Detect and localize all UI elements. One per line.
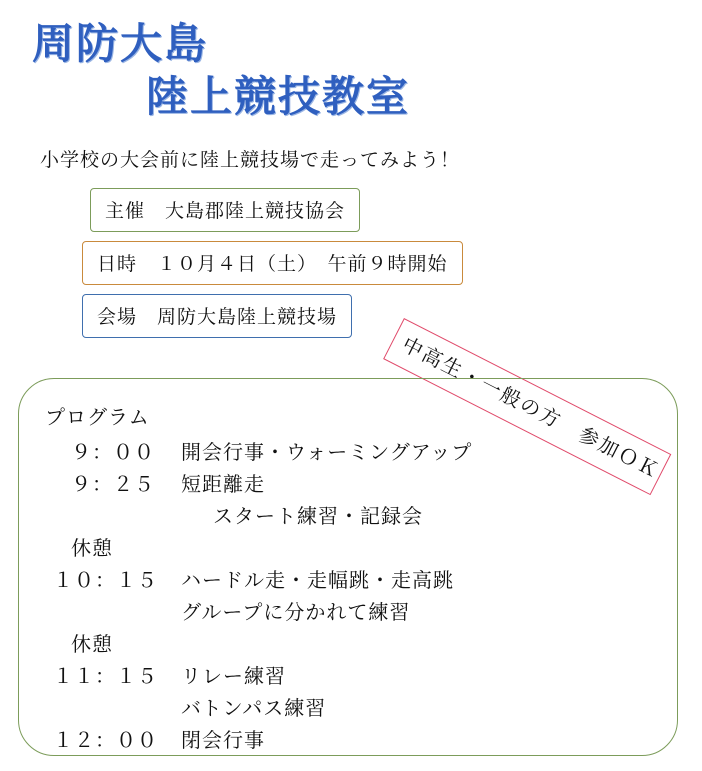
program-row — [45, 532, 677, 564]
program-desc: リレー練習 — [181, 664, 286, 688]
program-desc: スタート練習・記録会 — [213, 504, 423, 528]
participation-stamp-text: 中高生・一般の方 参加ＯＫ — [398, 331, 665, 484]
program-desc: バトンパス練習 — [181, 696, 327, 720]
title-line-2: 陸上競技教室 — [146, 71, 411, 121]
program-desc: 閉会行事 — [181, 728, 265, 752]
info-row-place — [82, 294, 702, 338]
title-line-1: 周防大島 — [32, 19, 209, 68]
program-row — [45, 468, 677, 500]
program-row — [45, 628, 677, 660]
info-box-date: 日時 １０月４日（土） 午前９時開始 — [82, 241, 463, 285]
program-desc: 開会行事・ウォーミングアップ — [181, 440, 473, 464]
program-panel — [18, 378, 678, 756]
info-box-place: 会場 周防大島陸上競技場 — [82, 294, 352, 338]
program-row — [45, 436, 677, 468]
program-time: ９：００ — [71, 440, 155, 464]
info-box-host: 主催 大島郡陸上競技協会 — [90, 188, 360, 232]
program-desc: 短距離走 — [181, 472, 265, 496]
program-rows — [45, 436, 677, 756]
program-row — [45, 692, 677, 724]
program-row — [45, 500, 677, 532]
program-desc: ハードル走・走幅跳・走高跳 — [181, 568, 454, 592]
program-time: 休憩 — [71, 536, 113, 560]
program-time: １０：１５ — [53, 568, 158, 592]
program-row — [45, 724, 677, 756]
info-box-list — [0, 188, 702, 338]
program-row — [45, 596, 677, 628]
program-time: １１：１５ — [53, 664, 158, 688]
program-time: １２：００ — [53, 728, 158, 752]
program-row — [45, 660, 677, 692]
poster-title — [0, 0, 702, 123]
info-row-date — [82, 241, 702, 285]
program-time: ９：２５ — [71, 472, 155, 496]
program-time: 休憩 — [71, 632, 113, 656]
info-row-host — [90, 188, 702, 232]
program-desc: グループに分かれて練習 — [181, 600, 411, 624]
program-title: プログラム — [45, 405, 150, 429]
lead-text: 小学校の大会前に陸上競技場で走ってみよう！ — [40, 149, 461, 171]
program-row — [45, 564, 677, 596]
